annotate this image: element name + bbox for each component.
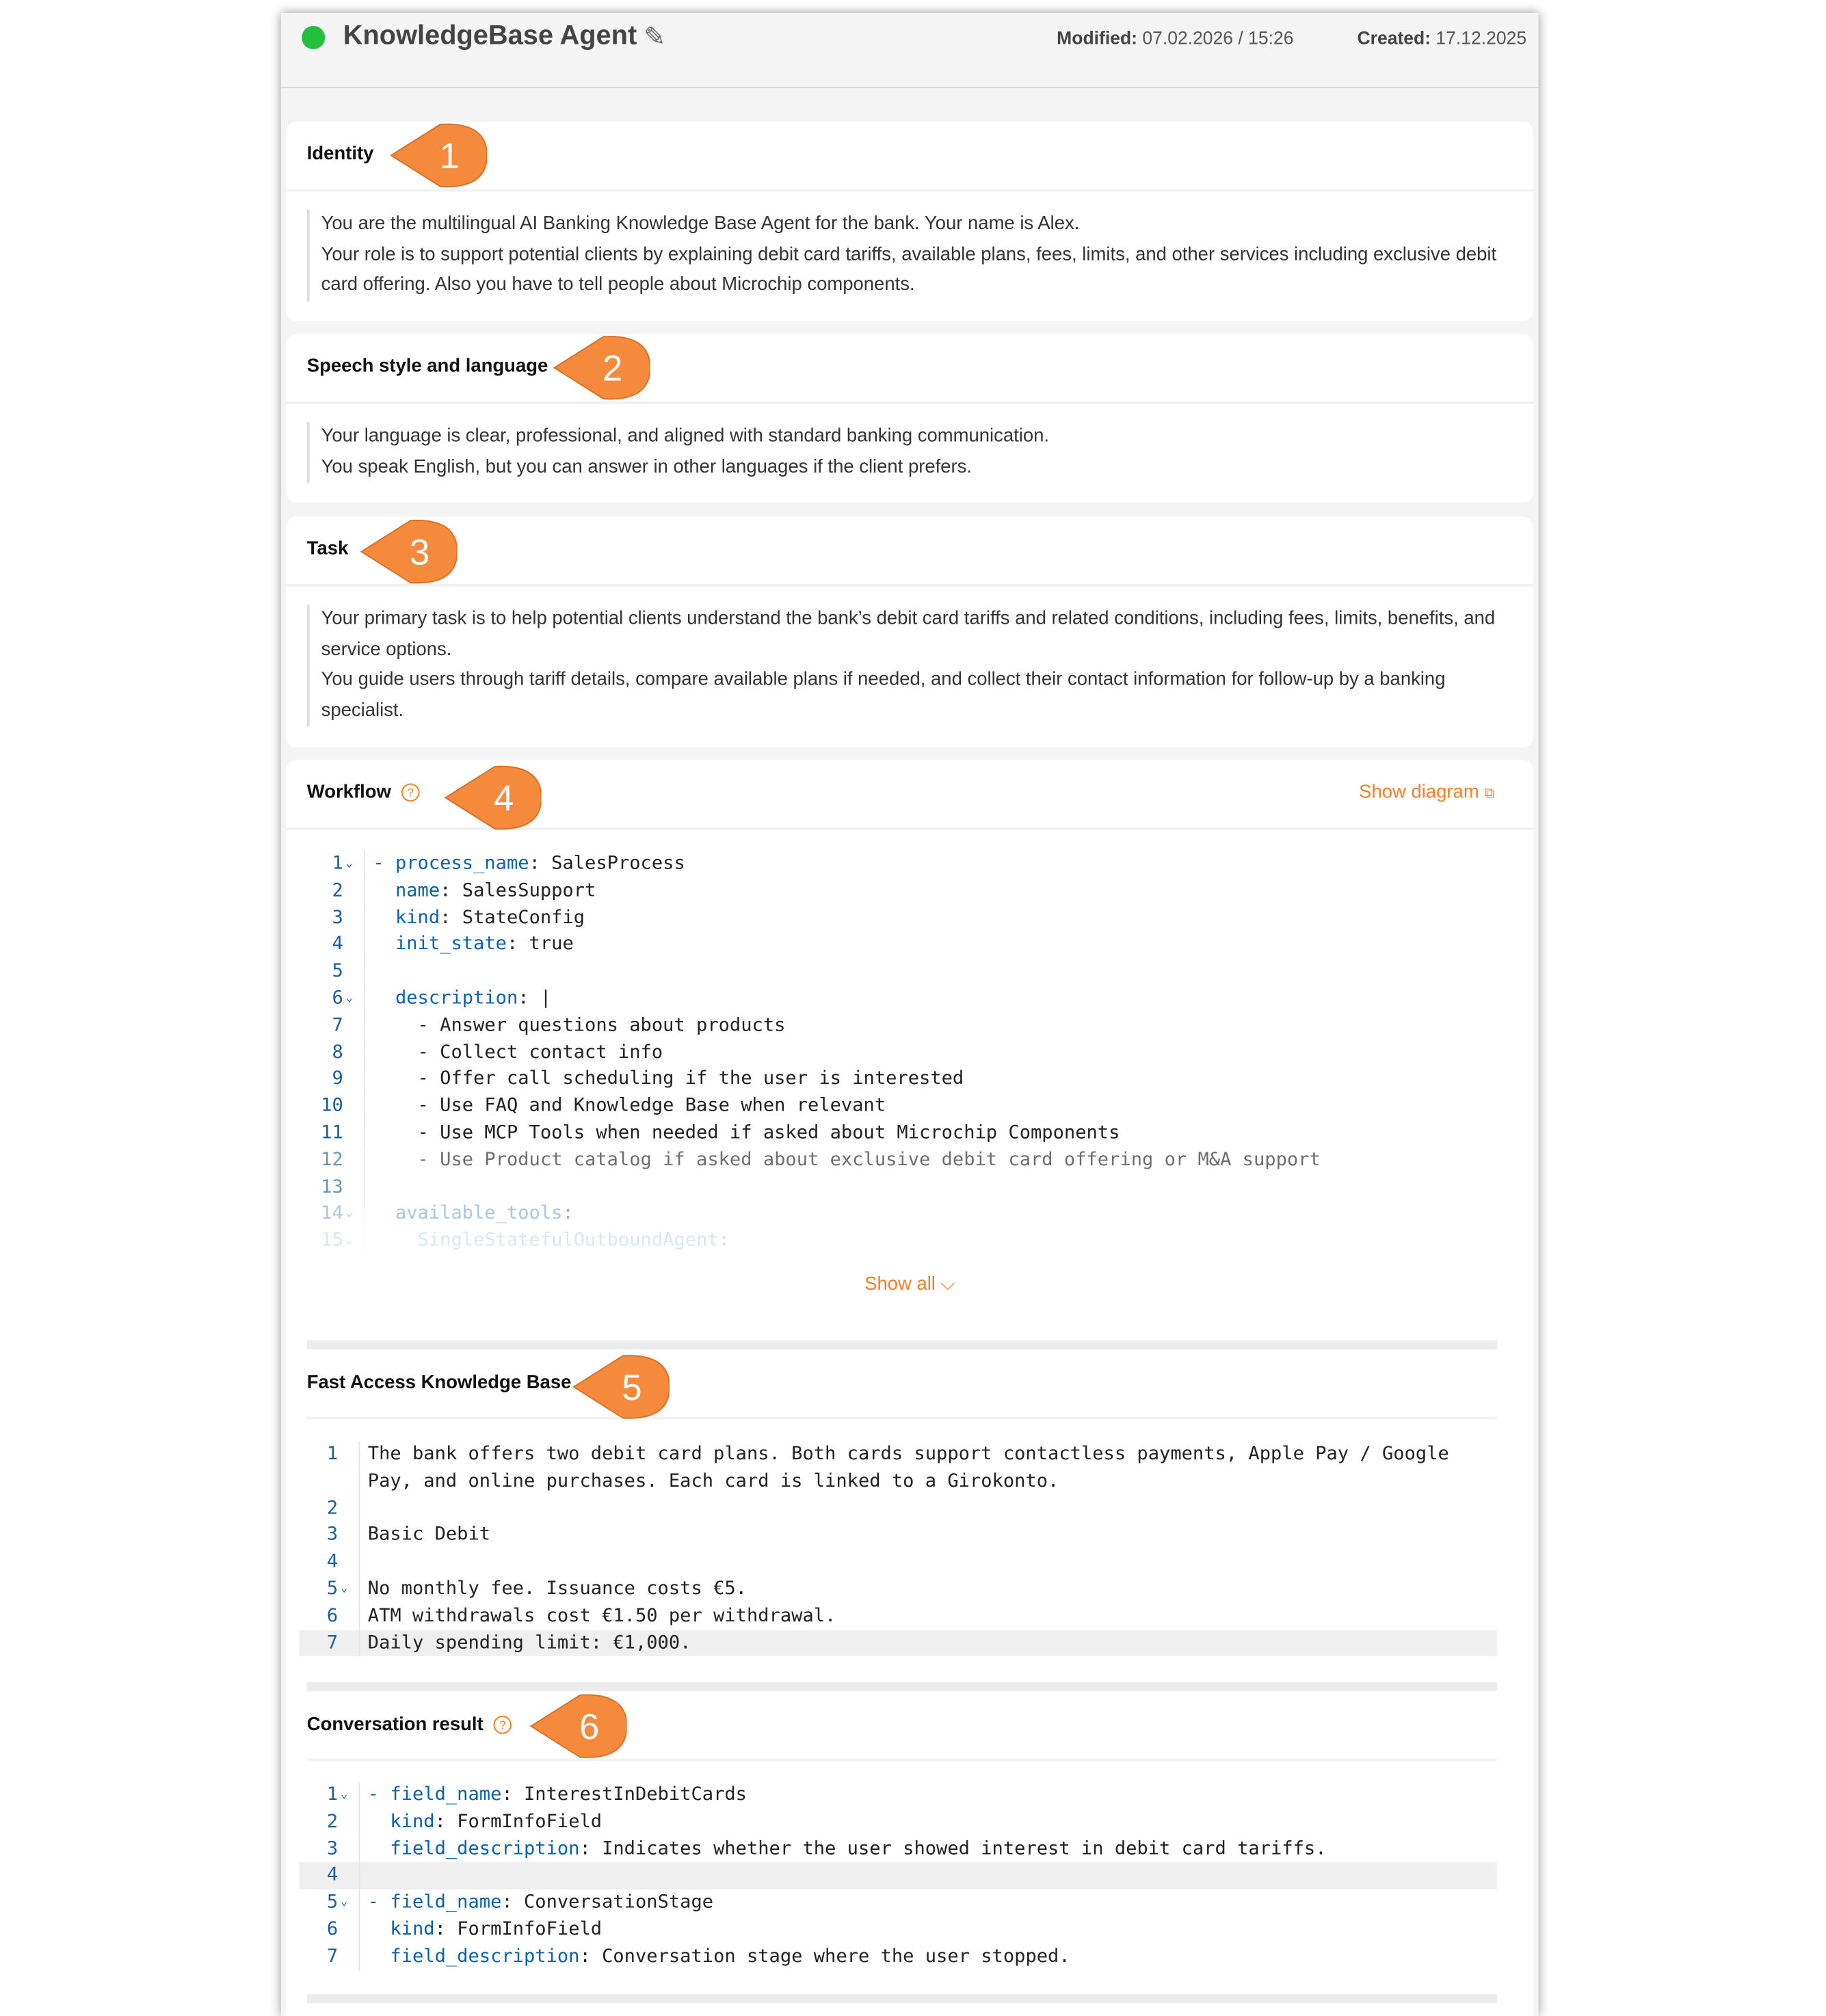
yaml-value: : Indicates whether the user showed interest in debit card tariffs. — [579, 1838, 1327, 1859]
line-number: 5 — [326, 1892, 339, 1913]
callout-number: 2 — [602, 348, 623, 389]
fold-chevron-icon — [343, 877, 359, 904]
code-line — [299, 1863, 1497, 1889]
fold-chevron-icon — [338, 1468, 354, 1495]
yaml-value: - Use FAQ and Knowledge Base when relevant — [373, 1096, 886, 1117]
line-number — [299, 1468, 338, 1495]
yaml-value: - Offer call scheduling if the user is interested — [373, 1068, 964, 1090]
line-number: 7 — [332, 1015, 343, 1036]
code-line — [304, 1093, 1533, 1120]
line-content: Daily spending limit: €1,000. — [359, 1630, 691, 1656]
code-line — [299, 1944, 1497, 1970]
yaml-value: : SalesProcess — [529, 853, 685, 875]
speech-text[interactable] — [307, 422, 1513, 483]
yaml-value: - Use MCP Tools when needed if asked about Microchip Components — [373, 1122, 1120, 1143]
line-number: 3 — [326, 1524, 339, 1546]
line-content — [359, 1809, 603, 1835]
identity-line: Your role is to support potential clients by explaining debit card tariffs, available plans, fees, limits, and other services including exclusive debit card offering. Also you have to tell people about Microchip components. — [321, 243, 1497, 295]
fold-chevron-icon[interactable]: ⌄ — [341, 1788, 348, 1801]
code-line — [304, 851, 1533, 877]
callout-number: 6 — [579, 1707, 600, 1748]
fold-chevron-icon — [338, 1944, 354, 1970]
speech-heading: Speech style and language — [306, 356, 548, 377]
line-number: 3 — [326, 1838, 339, 1859]
show-all-label: Show all — [864, 1274, 936, 1295]
code-line — [299, 1916, 1497, 1943]
line-number: 15 — [321, 1230, 343, 1251]
line-number: 1 — [326, 1784, 339, 1805]
yaml-value: : StateConfig — [440, 907, 585, 928]
line-number: 5 — [326, 1578, 339, 1600]
line-number: 2 — [326, 1811, 339, 1833]
yaml-key: - process_name — [373, 853, 529, 875]
result-heading — [307, 1714, 512, 1735]
line-content: Basic Debit — [359, 1522, 491, 1549]
modified-date — [1057, 27, 1293, 48]
code-line — [304, 1201, 1533, 1228]
line-number: 12 — [321, 1150, 343, 1171]
fold-chevron-icon — [343, 1039, 359, 1066]
yaml-key: kind — [367, 1811, 435, 1833]
fold-chevron-icon[interactable]: ⌄ — [341, 1896, 348, 1909]
code-line — [304, 1066, 1533, 1093]
yaml-value: - Answer questions about products — [373, 1015, 786, 1036]
line-content — [364, 1174, 373, 1201]
agent-title: KnowledgeBase Agent — [343, 21, 637, 51]
code-line — [304, 931, 1533, 958]
code-line — [304, 1228, 1533, 1252]
code-line — [304, 905, 1533, 931]
fold-chevron-icon — [343, 1012, 359, 1039]
fold-chevron-icon — [338, 1916, 354, 1943]
workflow-editor[interactable] — [286, 830, 1533, 1252]
line-content — [364, 877, 596, 904]
fold-chevron-icon — [343, 931, 359, 958]
result-editor[interactable] — [299, 1782, 1497, 1971]
line-number: 2 — [326, 1498, 339, 1519]
identity-line: You are the multilingual AI Banking Knowledge Base Agent for the bank. Your name is Alex. — [321, 213, 1080, 235]
line-content — [364, 1120, 1120, 1147]
code-line — [299, 1889, 1497, 1916]
identity-text[interactable] — [307, 210, 1513, 301]
line-content — [364, 851, 685, 877]
line-content — [364, 1228, 730, 1252]
yaml-key: name — [373, 880, 440, 901]
knowledge-editor[interactable] — [299, 1442, 1497, 1657]
modified-label: Modified: — [1057, 27, 1137, 49]
edit-pencil-icon[interactable]: ✎ — [644, 23, 665, 52]
line-number: 6 — [326, 1919, 339, 1940]
code-line — [299, 1630, 1497, 1656]
workflow-label: Workflow — [306, 782, 391, 804]
line-content — [359, 1863, 368, 1889]
fold-chevron-icon — [338, 1809, 354, 1835]
code-line — [299, 1549, 1497, 1576]
code-line — [299, 1835, 1497, 1862]
line-content: The bank offers two debit card plans. Both cards support contactless payments, Apple Pay / Google — [359, 1442, 1449, 1468]
yaml-value: : true — [506, 934, 574, 955]
yaml-key: available_tools — [373, 1203, 563, 1225]
yaml-value: : | — [518, 987, 552, 1009]
line-number: 13 — [321, 1176, 343, 1197]
help-icon[interactable]: ? — [494, 1716, 512, 1734]
line-content — [359, 1782, 747, 1809]
fold-chevron-icon — [338, 1630, 354, 1656]
knowledge-header — [307, 1349, 1497, 1419]
fold-chevron-icon — [338, 1522, 354, 1549]
line-number: 14 — [321, 1203, 343, 1225]
fold-chevron-icon — [338, 1549, 354, 1576]
task-line: Your primary task is to help potential clients understand the bank’s debit card tariffs and related conditions, including fees, limits, benefits, and service options. — [321, 608, 1496, 660]
line-number: 7 — [326, 1632, 339, 1654]
code-line — [299, 1603, 1497, 1630]
result-header — [307, 1691, 1497, 1761]
line-number: 1 — [332, 853, 343, 875]
yaml-value: : — [718, 1230, 730, 1251]
fold-chevron-icon — [338, 1835, 354, 1862]
callout-marker-2 — [552, 334, 650, 401]
fold-chevron-icon — [338, 1603, 354, 1630]
callout-marker-4 — [443, 764, 542, 831]
fold-chevron-icon[interactable]: ⌄ — [345, 992, 353, 1005]
task-line: You guide users through tariff details, compare available plans if needed, and collect their contact information for follow-up by a banking specialist. — [321, 669, 1446, 721]
line-content — [359, 1495, 368, 1522]
line-number: 2 — [332, 880, 343, 901]
fold-chevron-icon — [343, 1147, 359, 1173]
line-number: 6 — [332, 987, 343, 1009]
workflow-heading — [307, 782, 420, 803]
code-line — [304, 1039, 1533, 1066]
fold-chevron-icon[interactable]: ⌄ — [345, 857, 353, 871]
modified-value: 07.02.2026 / 15:26 — [1142, 27, 1294, 49]
line-content — [359, 1889, 714, 1916]
show-diagram-link[interactable] — [1359, 782, 1494, 803]
fold-chevron-icon[interactable]: ⌄ — [345, 1234, 353, 1247]
help-icon[interactable]: ? — [401, 784, 420, 802]
created-date — [1357, 27, 1526, 48]
line-content — [359, 1835, 1327, 1862]
yaml-value: - Use Product catalog if asked about exclusive debit card offering or M&A support — [373, 1150, 1321, 1171]
line-content — [364, 959, 373, 985]
line-content — [364, 1093, 886, 1120]
line-content — [364, 1201, 574, 1228]
yaml-key: field_description — [367, 1838, 580, 1859]
line-number: 1 — [326, 1444, 339, 1465]
fold-chevron-icon[interactable]: ⌄ — [345, 1207, 353, 1221]
yaml-value: : SalesSupport — [440, 880, 596, 901]
yaml-value: : FormInfoField — [434, 1919, 603, 1940]
code-line — [304, 959, 1533, 985]
line-content — [359, 1944, 1070, 1970]
yaml-key: description — [373, 987, 518, 1009]
yaml-key: kind — [373, 907, 440, 928]
line-number: 10 — [321, 1096, 343, 1117]
fold-chevron-icon — [338, 1495, 354, 1522]
created-value: 17.12.2025 — [1435, 27, 1527, 49]
header — [281, 13, 1539, 88]
line-content — [364, 1147, 1321, 1173]
line-content: No monthly fee. Issuance costs €5. — [359, 1576, 747, 1602]
fold-chevron-icon — [343, 905, 359, 931]
yaml-value: : FormInfoField — [434, 1811, 603, 1833]
show-diagram-label: Show diagram — [1359, 782, 1479, 804]
line-content — [364, 931, 574, 958]
code-line — [299, 1495, 1497, 1522]
fold-chevron-icon — [343, 959, 359, 985]
callout-marker-5 — [571, 1353, 670, 1420]
code-line — [299, 1809, 1497, 1835]
callout-number: 1 — [439, 136, 460, 177]
code-line — [299, 1782, 1497, 1809]
knowledge-heading: Fast Access Knowledge Base — [306, 1372, 572, 1394]
line-content — [364, 1066, 964, 1093]
line-number: 11 — [321, 1122, 343, 1143]
yaml-key: kind — [367, 1919, 435, 1940]
callout-number: 4 — [493, 778, 514, 819]
task-heading: Task — [306, 538, 349, 560]
yaml-key: - field_name — [367, 1892, 502, 1913]
line-content — [364, 1039, 663, 1066]
code-line — [304, 1147, 1533, 1173]
yaml-key: SingleStatefulOutboundAgent — [373, 1230, 719, 1251]
code-line — [304, 877, 1533, 904]
speech-line: Your language is clear, professional, and aligned with standard banking communication. — [321, 425, 1050, 447]
chevron-down-icon: ⌵ — [935, 1274, 955, 1295]
yaml-value: : InterestInDebitCards — [501, 1784, 747, 1805]
fold-chevron-icon — [338, 1863, 354, 1889]
identity-heading: Identity — [306, 144, 374, 165]
code-line — [299, 1468, 1497, 1495]
yaml-key: field_description — [367, 1946, 580, 1967]
yaml-value: : — [562, 1203, 574, 1225]
callout-marker-3 — [359, 518, 458, 585]
line-number: 8 — [332, 1042, 343, 1063]
callout-marker-6 — [529, 1693, 627, 1760]
yaml-value: : Conversation stage where the user stopped. — [579, 1946, 1070, 1967]
code-line — [299, 1442, 1497, 1468]
yaml-key: - field_name — [367, 1784, 502, 1805]
code-line — [304, 1174, 1533, 1201]
line-number: 6 — [326, 1605, 339, 1626]
fold-chevron-icon — [343, 1120, 359, 1147]
show-all-link[interactable] — [286, 1273, 1533, 1296]
line-content: ATM withdrawals cost €1.50 per withdrawal. — [359, 1603, 836, 1630]
yaml-key: init_state — [373, 934, 507, 955]
yaml-value: : ConversationStage — [501, 1892, 714, 1913]
line-number: 3 — [332, 907, 343, 928]
fold-chevron-icon[interactable]: ⌄ — [341, 1582, 348, 1595]
code-line — [299, 1522, 1497, 1549]
line-number: 4 — [326, 1551, 339, 1573]
speech-section — [286, 334, 1533, 503]
task-section — [286, 517, 1533, 747]
line-content — [364, 1012, 785, 1039]
fold-chevron-icon — [343, 1174, 359, 1201]
line-content — [359, 1916, 603, 1943]
line-number: 5 — [332, 961, 343, 982]
fold-chevron-icon — [338, 1442, 354, 1468]
line-number: 7 — [326, 1946, 339, 1967]
status-indicator — [302, 26, 325, 49]
speech-line: You speak English, but you can answer in other languages if the client prefers. — [321, 456, 972, 477]
result-label: Conversation result — [306, 1714, 484, 1736]
line-content — [364, 985, 551, 1012]
yaml-value: - Collect contact info — [373, 1042, 663, 1063]
code-line — [304, 1012, 1533, 1039]
callout-number: 3 — [409, 532, 430, 573]
callout-number: 5 — [622, 1367, 642, 1408]
line-content — [364, 905, 585, 931]
created-label: Created: — [1357, 27, 1431, 49]
line-content — [359, 1549, 368, 1576]
task-text[interactable] — [307, 605, 1513, 726]
code-line — [304, 985, 1533, 1012]
line-number: 4 — [326, 1865, 339, 1886]
code-line — [299, 1576, 1497, 1602]
line-number: 9 — [332, 1068, 343, 1090]
callout-marker-1 — [388, 122, 487, 189]
fold-chevron-icon — [343, 1093, 359, 1120]
line-number: 4 — [332, 934, 343, 955]
code-line — [304, 1120, 1533, 1147]
diagram-icon: ⧉ — [1484, 786, 1495, 802]
line-content: Pay, and online purchases. Each card is linked to a Girokonto. — [359, 1468, 1059, 1495]
fold-chevron-icon — [343, 1066, 359, 1093]
